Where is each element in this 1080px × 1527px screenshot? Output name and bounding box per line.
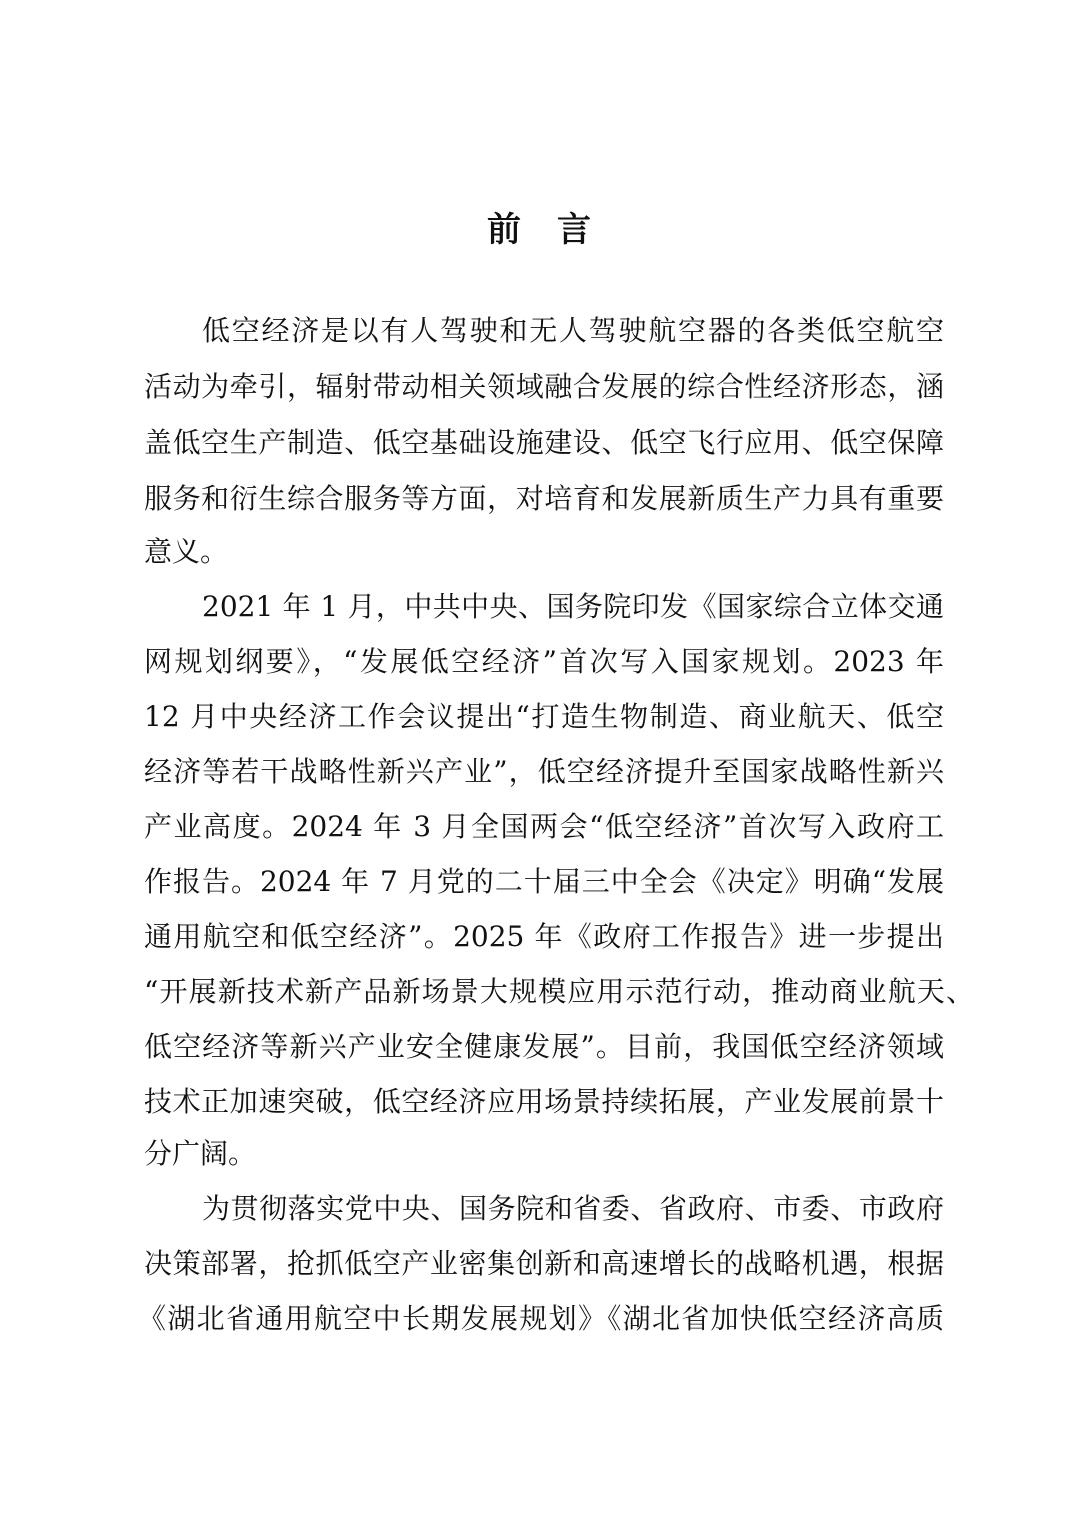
text-line: 决策部署，抢抓低空产业密集创新和高速增长的战略机遇，根据 [144, 1247, 944, 1280]
text-line: 低空经济等新兴产业安全健康发展”。目前，我国低空经济领域 [144, 1030, 944, 1063]
text-line: 活动为牵引，辐射带动相关领域融合发展的综合性经济形态，涵 [144, 370, 944, 403]
text-line: 低空经济是以有人驾驶和无人驾驶航空器的各类低空航空 [202, 314, 944, 347]
page-title [0, 200, 1080, 260]
text-line: 分广阔。 [144, 1137, 257, 1170]
text-line: 网规划纲要》，“发展低空经济”首次写入国家规划。2023 年 [144, 645, 944, 678]
text-line: “开展新技术新产品新场景大规模应用示范行动，推动商业航天、 [144, 975, 974, 1008]
text-line: 12 月中央经济工作会议提出“打造生物制造、商业航天、低空 [144, 700, 944, 733]
text-line: 盖低空生产制造、低空基础设施建设、低空飞行应用、低空保障 [144, 426, 944, 459]
title-char-1: 前 [487, 210, 523, 250]
text-line: 产业高度。2024 年 3 月全国两会“低空经济”首次写入政府工 [144, 810, 944, 843]
text-line: 意义。 [144, 535, 229, 568]
text-line: 通用航空和低空经济”。2025 年《政府工作报告》进一步提出 [144, 920, 944, 953]
text-line: 技术正加速突破，低空经济应用场景持续拓展，产业发展前景十 [144, 1085, 944, 1118]
text-line: 2021 年 1 月，中共中央、国务院印发《国家综合立体交通 [202, 590, 944, 623]
title-char-2: 言 [557, 210, 593, 250]
text-line: 为贯彻落实党中央、国务院和省委、省政府、市委、市政府 [202, 1192, 944, 1225]
text-line: 服务和衍生综合服务等方面，对培育和发展新质生产力具有重要 [144, 482, 944, 515]
text-line: 《湖北省通用航空中长期发展规划》《湖北省加快低空经济高质 [138, 1302, 944, 1335]
text-line: 经济等若干战略性新兴产业”，低空经济提升至国家战略性新兴 [144, 755, 944, 788]
text-line: 作报告。2024 年 7 月党的二十届三中全会《决定》明确“发展 [144, 865, 944, 898]
